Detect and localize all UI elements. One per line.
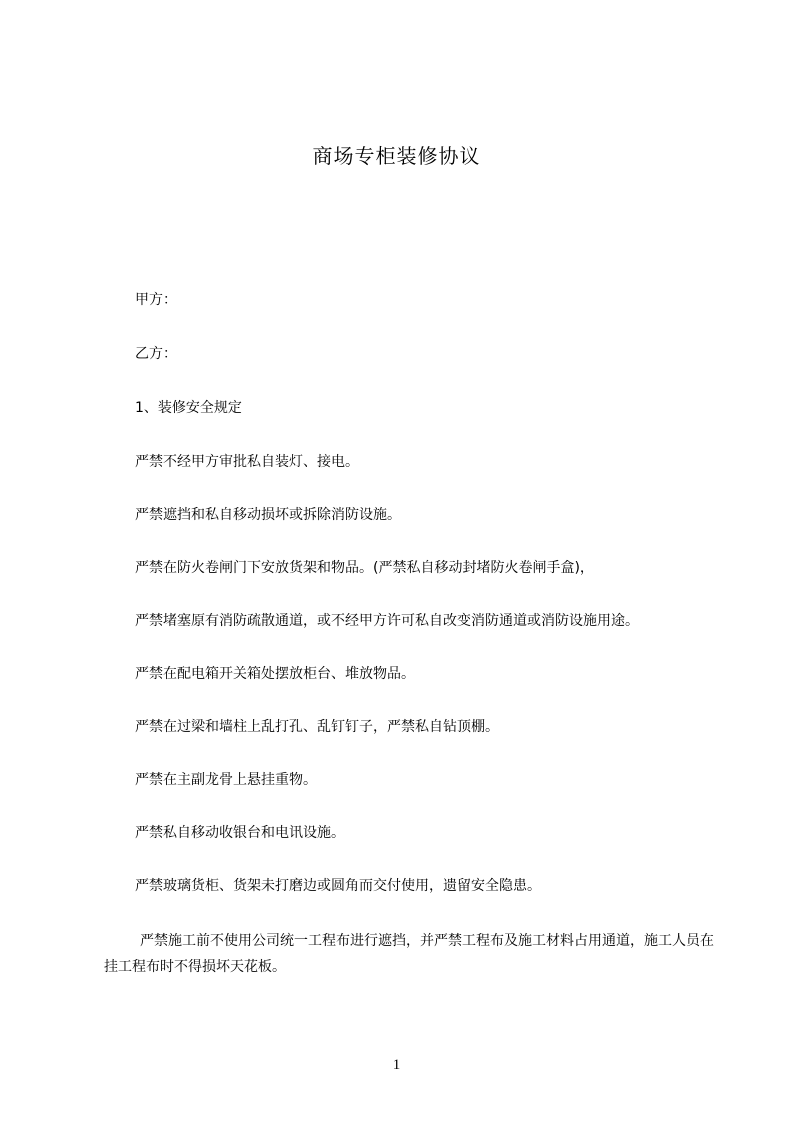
section-heading: 1、装修安全规定 <box>135 400 242 416</box>
rule-item: 严禁在防火卷闸门下安放货架和物品。(严禁私自移动封堵防火卷闸手盒)， <box>135 560 594 576</box>
party-a-label: 甲方： <box>135 292 177 308</box>
rule-item: 严禁不经甲方审批私自装灯、接电。 <box>135 454 359 470</box>
rule-item: 严禁遮挡和私自移动损坏或拆除消防设施。 <box>135 507 401 523</box>
rule-item: 严禁在主副龙骨上悬挂重物。 <box>135 772 317 788</box>
party-b-label: 乙方： <box>135 346 177 362</box>
rule-item: 严禁堵塞原有消防疏散通道，或不经甲方许可私自改变消防通道或消防设施用途。 <box>135 613 639 629</box>
rule-item: 严禁在过梁和墙柱上乱打孔、乱钉钉子，严禁私自钻顶棚。 <box>135 719 499 735</box>
rule-item: 严禁在配电箱开关箱处摆放柜台、堆放物品。 <box>135 666 415 682</box>
rule-item: 严禁玻璃货柜、货架未打磨边或圆角而交付使用，遗留安全隐患。 <box>135 878 541 894</box>
document-title: 商场专柜装修协议 <box>312 144 481 168</box>
rule-paragraph: 严禁施工前不使用公司统一工程布进行遮挡，并严禁工程布及施工材料占用通道，施工人员在挂工程布时不得损坏天花板。 <box>104 933 714 975</box>
rule-item: 严禁私自移动收银台和电讯设施。 <box>135 825 345 841</box>
page-number: 1 <box>392 1057 401 1073</box>
